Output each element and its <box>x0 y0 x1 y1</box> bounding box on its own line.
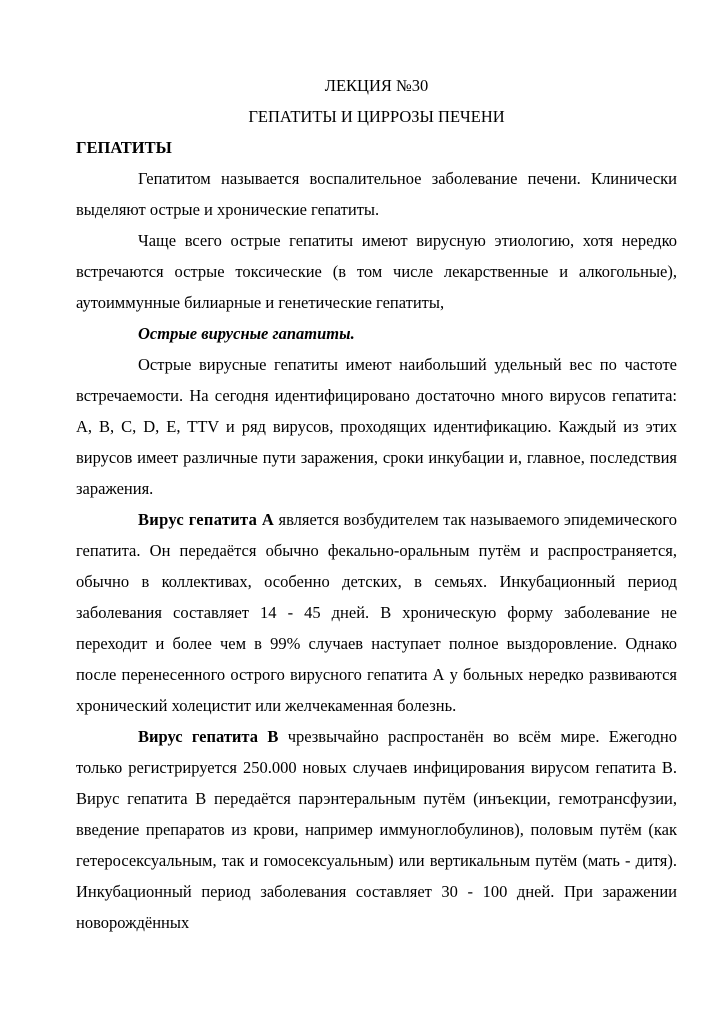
section-heading-hepatitis: ГЕПАТИТЫ <box>76 138 172 157</box>
hepatitis-a-text: является возбудителем так называемого эпидемического гепатита. Он передаётся обычно фекально-оральным путём и распространяется, обычно в коллективах, особенно детских, в семьях. Инкубационный период заболевания составляет 14 - 45 дней. В хроническую форму заболевание не переходит и более чем в 99% случаев наступает полное выздоровление. Однако после перенесенного острого вирусного гепатита А у больных нередко развиваются хронический холецистит или желчекаменная болезнь. <box>76 510 677 715</box>
hepatitis-b-text: чрезвычайно распростанён во всём мире. Ежегодно только регистрируется 250.000 новых случаев инфицирования вирусом гепатита В. Вирус гепатита В передаётся парэнтеральным путём (инъекции, гемотрансфузии, введение препаратов из крови, например иммуноглобулинов), половым путём (как гетеросексуальным, так и гомосексуальным) или вертикальным путём (мать - дитя). Инкубационный период заболевания составляет 30 - 100 дней. При заражении новорождённых <box>76 727 677 932</box>
hepatitis-b-lead: Вирус гепатита В <box>138 727 279 746</box>
document-body <box>76 70 677 969</box>
paragraph-hepatitis-b <box>76 721 677 969</box>
paragraph-hepatitis-a <box>76 504 677 721</box>
document-subtitle: ГЕПАТИТЫ И ЦИРРОЗЫ ПЕЧЕНИ <box>248 107 505 126</box>
hepatitis-a-lead: Вирус гепатита А <box>138 510 275 529</box>
document-title: ЛЕКЦИЯ №30 <box>324 76 429 95</box>
paragraph-virus-types: Острые вирусные гепатиты имеют наибольший удельный вес по частоте встречаемости. На сегодня идентифицировано достаточно много вирусов гепатита: A, B, C, D, E, TTV и ряд вирусов, проходящих идентификацию. Каждый из этих вирусов имеет различные пути заражения, сроки инкубации и, главное, последствия заражения. <box>76 355 677 498</box>
subheading-acute-viral-hepatitis: Острые вирусные гапатиты. <box>138 324 355 343</box>
paragraph-definition: Гепатитом называется воспалительное заболевание печени. Клинически выделяют острые и хронические гепатиты. <box>76 169 677 219</box>
paragraph-etiology: Чаще всего острые гепатиты имеют вирусную этиологию, хотя нередко встречаются острые токсические (в том числе лекарственные и алкогольные), аутоиммунные билиарные и генетические гепатиты, <box>76 231 677 312</box>
